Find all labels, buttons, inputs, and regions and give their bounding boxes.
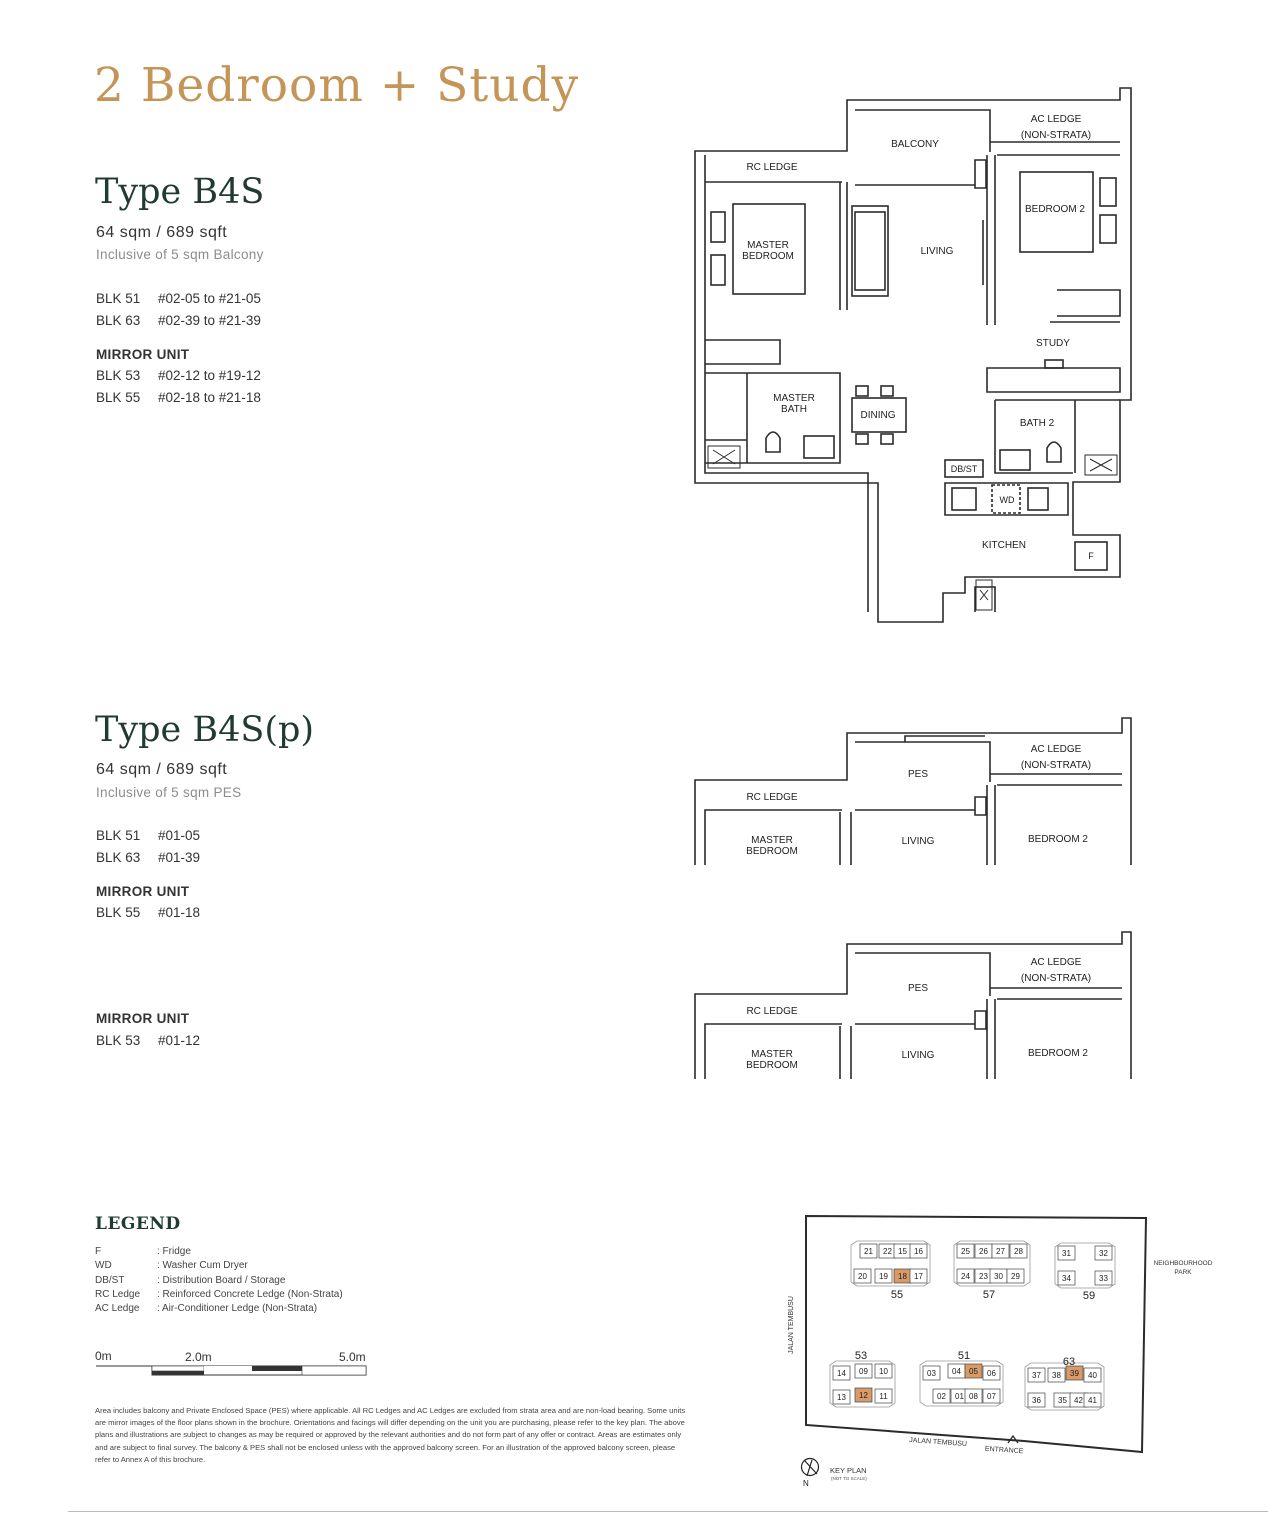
unit-number: 11: [879, 1392, 888, 1401]
unit-number: 31: [1062, 1249, 1071, 1258]
room-label: AC LEDGE: [1030, 114, 1082, 125]
key-plan-block: [920, 1350, 1003, 1406]
room-label: AC LEDGE: [1030, 744, 1082, 755]
room-label: DINING: [860, 410, 896, 421]
unit-number: 14: [837, 1369, 846, 1378]
room-label: BEDROOM 2: [1024, 204, 1086, 215]
legend-desc: : Washer Cum Dryer: [157, 1260, 248, 1272]
unit-number: 39: [1070, 1369, 1079, 1378]
room-label: DB/ST: [950, 464, 978, 474]
block-number: 63: [1062, 1356, 1076, 1368]
unit-number: 42: [1074, 1396, 1083, 1405]
room-label: (NON-STRATA): [1020, 130, 1092, 141]
key-plan: [780, 1212, 1230, 1492]
room-label: BEDROOM 2: [1027, 834, 1089, 845]
unit-row: [96, 905, 200, 920]
type-b4s-area: 64 sqm / 689 sqft: [96, 224, 228, 241]
unit-number: 27: [996, 1247, 1005, 1256]
legend-item: [95, 1246, 343, 1260]
room-label: BATH 2: [1019, 418, 1055, 429]
room-label: RC LEDGE: [746, 162, 798, 173]
unit-number: 35: [1058, 1396, 1067, 1405]
unit-row: [96, 850, 200, 865]
legend-key: DB/ST: [95, 1274, 125, 1286]
unit-number: 18: [898, 1272, 907, 1281]
road-label: JALAN TEMBUSU: [909, 1436, 968, 1449]
scale-bar: [94, 1362, 374, 1380]
legend-item: [95, 1260, 343, 1274]
block-number: 57: [982, 1289, 996, 1301]
unit-row: [96, 1033, 200, 1048]
legend-item: [95, 1289, 343, 1303]
key-plan-label: KEY PLAN: [830, 1466, 867, 1475]
unit-number: 32: [1099, 1249, 1108, 1258]
unit-number: 10: [879, 1367, 888, 1376]
unit-number: 01: [955, 1392, 964, 1401]
unit-row: [96, 390, 261, 405]
unit-number: 13: [837, 1393, 846, 1402]
room-label: LIVING: [901, 1050, 935, 1061]
unit-number: 34: [1062, 1274, 1071, 1283]
unit-number: 20: [858, 1272, 867, 1281]
unit-number: 09: [859, 1367, 868, 1376]
room-label: BEDROOM: [746, 846, 798, 857]
unit-number: 38: [1052, 1371, 1061, 1380]
legend-title: LEGEND: [95, 1214, 181, 1234]
room-label: RC LEDGE: [746, 1006, 798, 1017]
room-label: MASTER: [751, 835, 793, 846]
key-plan-block: [954, 1241, 1030, 1301]
unit-range: #02-39 to #21-39: [158, 313, 261, 328]
legend-key: F: [95, 1246, 102, 1257]
unit-number: 06: [987, 1369, 996, 1378]
unit-number: 30: [994, 1272, 1003, 1281]
scale-label: 2.0m: [185, 1350, 212, 1364]
unit-number: 36: [1032, 1396, 1041, 1405]
mirror-unit-label: MIRROR UNIT: [96, 884, 190, 899]
north-label: N: [803, 1479, 809, 1488]
key-plan-blocks: [830, 1241, 1115, 1410]
unit-row: [96, 368, 261, 383]
unit-number: 12: [859, 1391, 868, 1400]
key-plan-block: [1025, 1356, 1104, 1410]
unit-number: 41: [1088, 1396, 1097, 1405]
unit-range: #01-18: [158, 905, 201, 920]
unit-number: 33: [1099, 1274, 1108, 1283]
room-label: AC LEDGE: [1030, 957, 1082, 968]
room-label: BEDROOM 2: [1027, 1048, 1089, 1059]
legend-key: RC Ledge: [95, 1288, 141, 1300]
type-b4s-title: Type B4S: [95, 172, 265, 212]
mirror-unit-label: MIRROR UNIT: [96, 1011, 190, 1026]
scale-label: 0m: [95, 1349, 112, 1363]
unit-range: #01-39: [158, 850, 201, 865]
unit-number: 37: [1032, 1371, 1041, 1380]
scale-label: 5.0m: [339, 1350, 366, 1364]
room-label: (NON-STRATA): [1020, 973, 1092, 984]
unit-blk: BLK 63: [96, 850, 141, 865]
unit-blk: BLK 53: [96, 368, 141, 383]
unit-blk: BLK 51: [96, 291, 141, 306]
type-b4sp-title: Type B4S(p): [95, 710, 315, 750]
legend-key: AC Ledge: [95, 1303, 140, 1315]
unit-blk: BLK 51: [96, 828, 141, 843]
room-label: (NON-STRATA): [1020, 760, 1092, 771]
unit-number: 22: [883, 1247, 892, 1256]
legend-desc: : Fridge: [157, 1246, 191, 1257]
key-plan-sublabel: (NOT TO SCALE): [831, 1476, 867, 1481]
unit-number: 25: [961, 1247, 970, 1256]
park-label: PARK: [1174, 1269, 1192, 1276]
room-label: BEDROOM: [742, 251, 794, 262]
unit-row: [96, 828, 200, 843]
unit-range: #02-18 to #21-18: [158, 390, 261, 405]
type-b4sp-area: 64 sqm / 689 sqft: [96, 761, 228, 778]
unit-number: 21: [864, 1247, 873, 1256]
block-number: 53: [854, 1350, 868, 1362]
key-plan-block: [1055, 1243, 1115, 1302]
room-label: KITCHEN: [982, 540, 1026, 551]
disclaimer: Area includes balcony and Private Enclosed Space (PES) where applicable. All RC Ledges and AC Ledges are excluded from strata area and are non-load bearing. Some units are mirror images of the floor plans shown in the brochure. Orientations and facings will differ depending on the unit you are purchasing, please refer to the key plan. The above plans and illustrations are subject to changes as may be required or approved by the relevant authorities and do not form part of any offer or contract. Areas are estimates only and are subject to final survey. The balcony & PES shall not be enclosed unless with the approved balcony screen. For an illustration of the approved balcony screen, please refer to Annex A of this brochure.: [95, 1406, 686, 1464]
unit-blk: BLK 55: [96, 390, 141, 405]
unit-blk: BLK 55: [96, 905, 141, 920]
unit-number: 19: [879, 1272, 888, 1281]
unit-range: #02-05 to #21-05: [158, 291, 261, 306]
unit-range: #02-12 to #19-12: [158, 368, 261, 383]
room-label: WD: [999, 495, 1015, 505]
block-number: 59: [1082, 1290, 1096, 1302]
unit-range: #01-05: [158, 828, 201, 843]
room-label: STUDY: [1036, 338, 1070, 349]
unit-range: #01-12: [158, 1033, 201, 1048]
legend-desc: : Air-Conditioner Ledge (Non-Strata): [157, 1303, 318, 1315]
unit-number: 15: [898, 1247, 907, 1256]
legend-list: [95, 1246, 343, 1317]
unit-number: 03: [927, 1369, 936, 1378]
unit-number: 08: [969, 1392, 978, 1401]
unit-number: 07: [987, 1392, 996, 1401]
footer-divider: [68, 1511, 1268, 1512]
unit-row: [96, 313, 261, 328]
north-arrow-icon: [802, 1459, 819, 1489]
unit-number: 17: [914, 1272, 923, 1281]
type-b4s-inclusive: Inclusive of 5 sqm Balcony: [96, 247, 264, 262]
room-label: LIVING: [920, 246, 954, 257]
unit-number: 02: [937, 1392, 946, 1401]
unit-number: 40: [1088, 1371, 1097, 1380]
road-label: JALAN TEMBUSU: [788, 1296, 795, 1354]
unit-number: 28: [1014, 1247, 1023, 1256]
floor-plan-b4s: [690, 84, 1140, 629]
unit-number: 24: [961, 1272, 970, 1281]
room-label: LIVING: [901, 836, 935, 847]
legend-desc: : Distribution Board / Storage: [157, 1274, 286, 1286]
entrance-label: ENTRANCE: [984, 1445, 1024, 1456]
legend-key: WD: [95, 1260, 112, 1272]
room-label: BALCONY: [891, 139, 939, 150]
room-label: PES: [907, 983, 929, 994]
unit-number: 26: [979, 1247, 988, 1256]
room-label: RC LEDGE: [746, 792, 798, 803]
room-label: MASTER: [751, 1049, 793, 1060]
room-label: BATH: [781, 404, 807, 415]
unit-number: 04: [952, 1367, 961, 1376]
mirror-unit-label: MIRROR UNIT: [96, 347, 190, 362]
floor-plan-b4sp-partial: [690, 714, 1140, 869]
unit-blk: BLK 63: [96, 313, 141, 328]
legend-item: [95, 1303, 343, 1317]
unit-row: [96, 291, 261, 306]
unit-number: 29: [1011, 1272, 1020, 1281]
unit-number: 05: [969, 1367, 978, 1376]
room-label: BEDROOM: [746, 1060, 798, 1071]
unit-blk: BLK 53: [96, 1033, 141, 1048]
block-number: 55: [890, 1289, 904, 1301]
page-title: 2 Bedroom + Study: [94, 58, 580, 113]
unit-number: 23: [979, 1272, 988, 1281]
key-plan-block: [851, 1241, 930, 1301]
unit-number: 16: [914, 1247, 923, 1256]
legend-item: [95, 1275, 343, 1289]
key-plan-block: [830, 1350, 895, 1407]
room-label: PES: [907, 769, 929, 780]
type-b4sp-inclusive: Inclusive of 5 sqm PES: [96, 785, 242, 800]
room-label: MASTER: [773, 393, 815, 404]
legend-desc: : Reinforced Concrete Ledge (Non-Strata): [157, 1288, 343, 1300]
room-label: MASTER: [747, 240, 789, 251]
block-number: 51: [957, 1350, 971, 1362]
floor-plan-b4sp-partial-mirror: [690, 928, 1140, 1083]
park-label: NEIGHBOURHOOD: [1153, 1260, 1213, 1267]
room-label: F: [1088, 551, 1094, 561]
